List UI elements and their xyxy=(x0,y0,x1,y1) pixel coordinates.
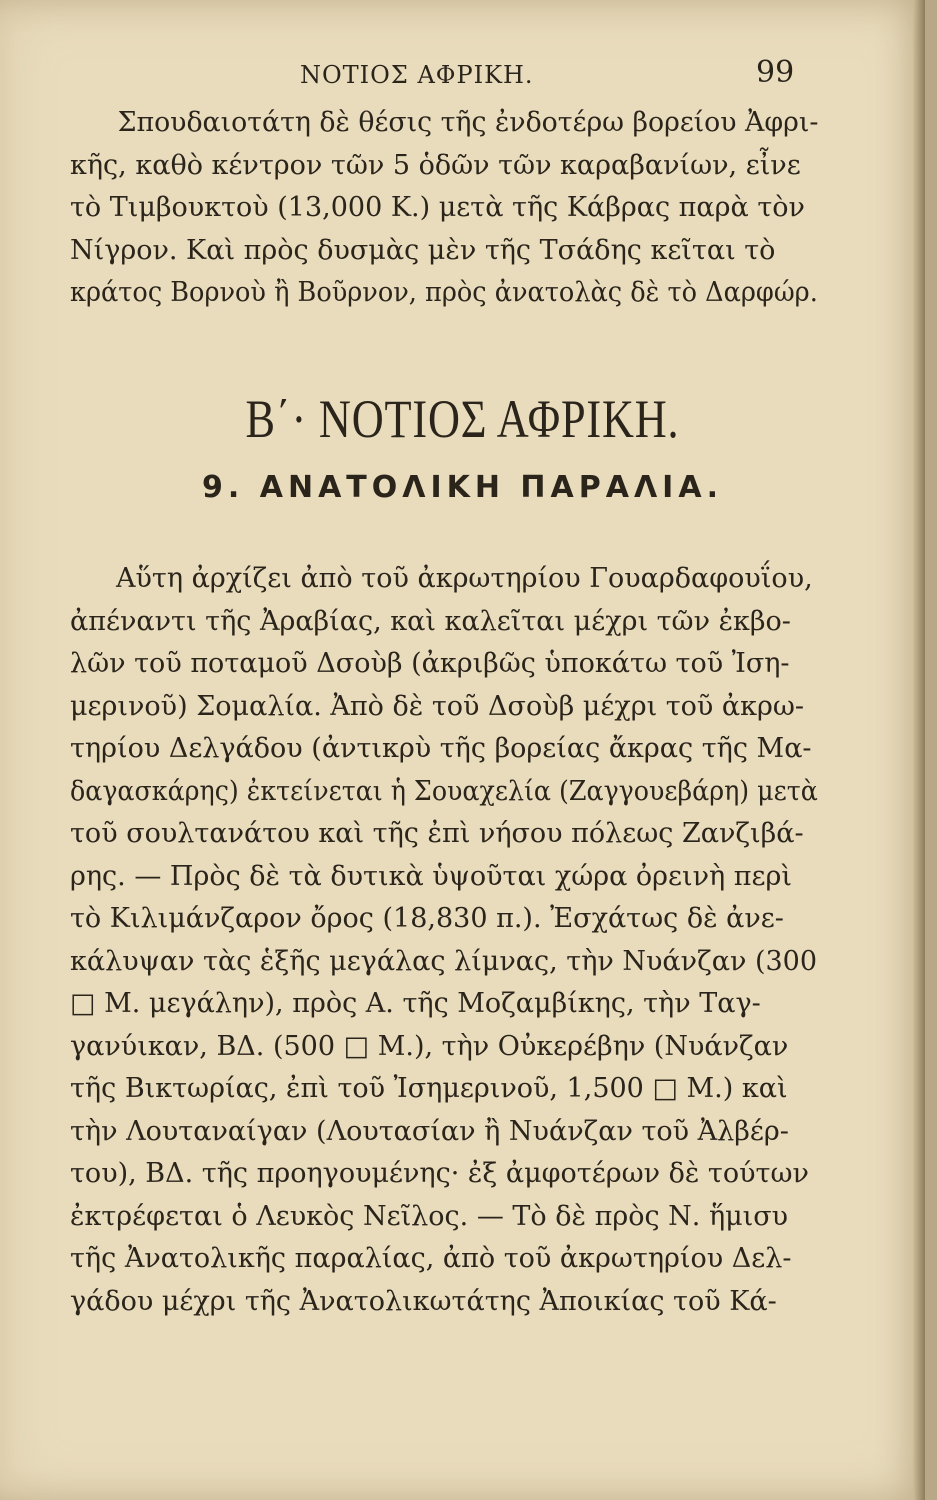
page-edge xyxy=(913,0,925,1500)
text-line: τῆς Ἀνατολικῆς παραλίας, ἀπὸ τοῦ ἀκρωτηρίου Δελ- xyxy=(70,1243,792,1274)
text-line: μερινοῦ) Σομαλία. Ἀπὸ δὲ τοῦ Δσοὺβ μέχρι τοῦ ἀκρω- xyxy=(70,690,805,722)
part-heading: Β΄· ΝΟΤΙΟΣ ΑΦΡΙΚΗ. xyxy=(245,389,680,449)
text-line: γάδου μέχρι τῆς Ἀνατολικωτάτης Ἀποικίας τοῦ Κά- xyxy=(70,1285,777,1317)
section-heading: 9. ΑΝΑΤΟΛΙΚΗ ΠΑΡΑΛΙΑ. xyxy=(202,470,723,505)
page-header xyxy=(0,55,925,95)
paragraph-2 xyxy=(70,558,818,1323)
text-line: λῶν τοῦ ποταμοῦ Δσοὺβ (ἀκριβῶς ὑποκάτω τοῦ Ἰση- xyxy=(70,648,790,679)
running-head: ΝΟΤΙΟΣ ΑΦΡΙΚΗ. xyxy=(300,61,534,89)
text-line: τηρίου Δελγάδου (ἀντικρὺ τῆς βορείας ἄκρας τῆς Μα- xyxy=(70,733,812,764)
text-line: τοῦ σουλτανάτου καὶ τῆς ἐπὶ νήσου πόλεως Ζανζιβά- xyxy=(70,818,804,849)
text-line: □ Μ. μεγάλην), πρὸς Α. τῆς Μοζαμβίκης, τὴν Ταγ- xyxy=(70,988,761,1019)
text-line: Σπουδαιοτάτη δὲ θέσις τῆς ἐνδοτέρω βορείου Ἀφρι- xyxy=(117,107,819,138)
text-line: κῆς, καθὸ κέντρον τῶν 5 ὁδῶν τῶν καραβανίων, εἶνε xyxy=(70,149,801,181)
text-line: τὸ Τιμβουκτοὺ (13,000 Κ.) μετὰ τῆς Κάβρας παρὰ τὸν xyxy=(70,192,805,223)
paragraph-1 xyxy=(70,102,818,315)
page-number: 99 xyxy=(756,55,795,90)
text-line: Νίγρον. Καὶ πρὸς δυσμὰς μὲν τῆς Τσάδης κεῖται τὸ xyxy=(70,234,776,266)
text-line: κράτος Βορνοὺ ἢ Βοῦρνον, πρὸς ἀνατολὰς δὲ τὸ Δαρφώρ. xyxy=(70,277,818,308)
text-line: Αὕτη ἀρχίζει ἀπὸ τοῦ ἀκρωτηρίου Γουαρδαφουΐου, xyxy=(116,563,813,594)
text-line: κάλυψαν τὰς ἑξῆς μεγάλας λίμνας, τὴν Νυάνζαν (300 xyxy=(70,945,818,977)
text-line: δαγασκάρης) ἐκτείνεται ἡ Σουαχελία (Ζαγγουεβάρη) μετὰ xyxy=(70,775,818,807)
text-line: τῆς Βικτωρίας, ἐπὶ τοῦ Ἰσημερινοῦ, 1,500 □ Μ.) καὶ xyxy=(70,1073,788,1104)
text-line: ἐκτρέφεται ὁ Λευκὸς Νεῖλος. — Τὸ δὲ πρὸς Ν. ἥμισυ xyxy=(70,1200,789,1232)
text-line: τὴν Λουταναίγαν (Λουτασίαν ἢ Νυάνζαν τοῦ Ἀλβέρ- xyxy=(70,1115,789,1147)
text-line: τὸ Κιλιμάνζαρον ὄρος (18,830 π.). Ἐσχάτως δὲ ἀνε- xyxy=(70,903,784,934)
text-line: ἀπέναντι τῆς Ἀραβίας, καὶ καλεῖται μέχρι τῶν ἐκβο- xyxy=(70,605,791,637)
text-line: του), ΒΔ. τῆς προηγουμένης· ἐξ ἀμφοτέρων δὲ τούτων xyxy=(70,1158,809,1189)
text-line: γανύικαν, ΒΔ. (500 □ Μ.), τὴν Οὐκερέβην (Νυάνζαν xyxy=(70,1030,789,1062)
text-line: ρης. — Πρὸς δὲ τὰ δυτικὰ ὑψοῦται χώρα ὀρεινὴ περὶ xyxy=(70,860,792,892)
